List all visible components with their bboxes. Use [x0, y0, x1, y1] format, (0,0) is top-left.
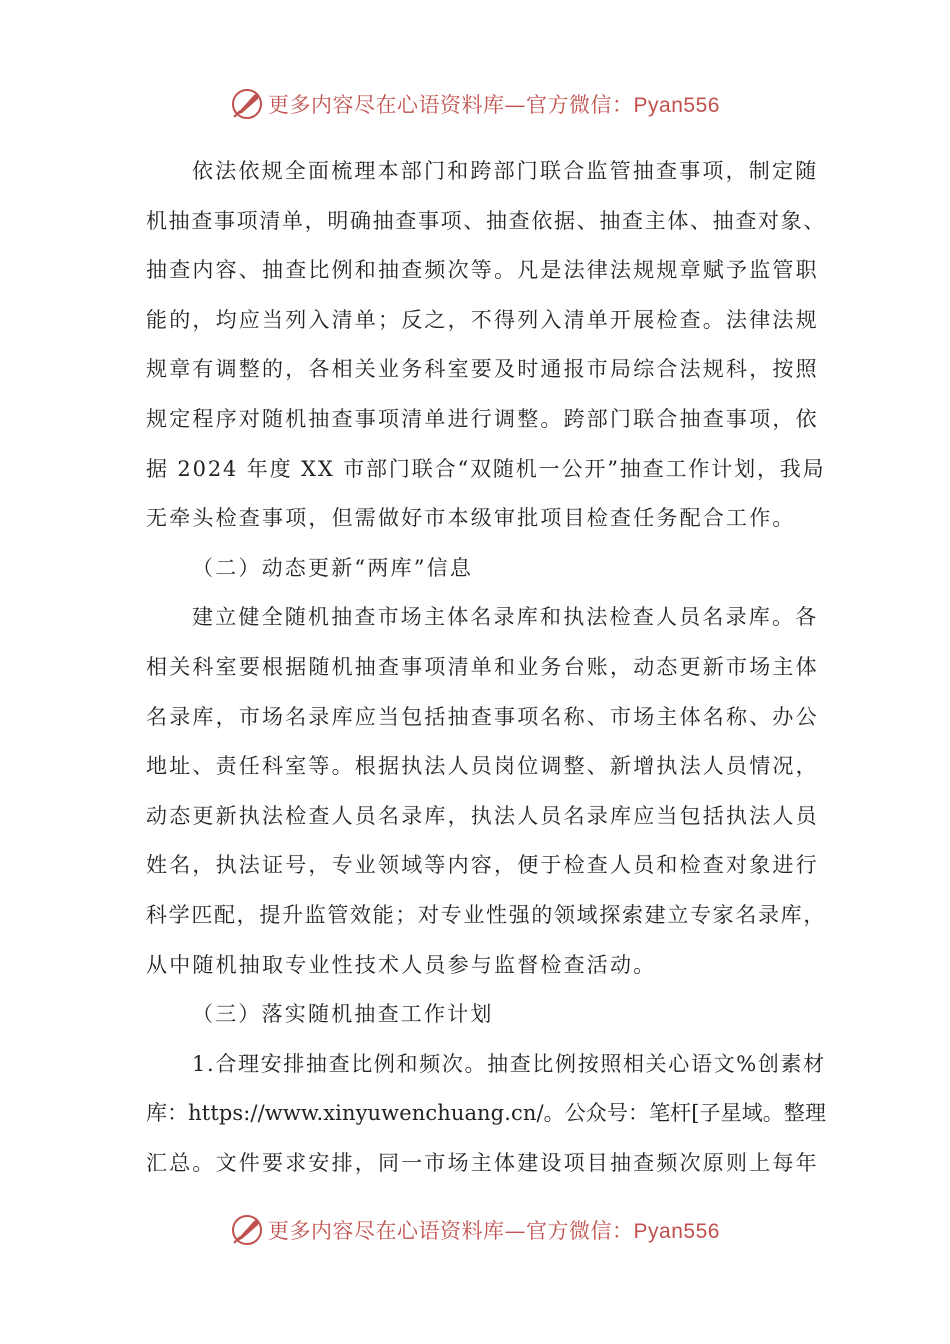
text-line: 规定程序对随机抽查事项清单进行调整。跨部门联合抽查事项，依 [146, 407, 819, 431]
text-line: 名录库，市场名录库应当包括抽查事项名称、市场主体名称、办公 [146, 704, 819, 729]
text-line: 科学匹配，提升监管效能；对专业性强的领域探索建立专家名录库， [146, 903, 826, 927]
text-line: 规章有调整的，各相关业务科室要及时通报市局综合法规科，按照 [146, 357, 819, 382]
text-line: 地址、责任科室等。根据执法人员岗位调整、新增执法人员情况， [146, 754, 819, 779]
header-banner-text: 更多内容尽在心语资料库—官方微信： [268, 93, 634, 117]
quill-logo-icon [230, 1213, 264, 1247]
footer-banner [0, 1210, 950, 1250]
text-line: （三）落实随机抽查工作计划 [192, 1002, 494, 1027]
text-line: 机抽查事项清单，明确抽查事项、抽查依据、抽查主体、抽查对象、 [146, 208, 826, 233]
text-line: 汇总。文件要求安排，同一市场主体建设项目抽查频次原则上每年 [146, 1151, 819, 1175]
footer-banner-handle: Pyan556 [633, 1220, 720, 1243]
text-line: 抽查内容、抽查比例和抽查频次等。凡是法律法规规章赋予监管职 [146, 258, 819, 283]
text-line: 无牵头检查事项，但需做好市本级审批项目检查任务配合工作。 [146, 506, 796, 531]
text-line: 能的，均应当列入清单；反之，不得列入清单开展检查。法律法规 [146, 307, 819, 332]
header-banner [0, 84, 950, 124]
text-line: 建立健全随机抽查市场主体名录库和执法检查人员名录库。各 [192, 605, 819, 630]
quill-logo-icon [230, 87, 264, 121]
text-line: 从中随机抽取专业性技术人员参与监督检查活动。 [146, 952, 657, 977]
text-line: 据 2024 年度 XX 市部门联合“双随机一公开”抽查工作计划，我局 [146, 456, 826, 481]
text-line: （二）动态更新“两库”信息 [192, 555, 474, 580]
text-line: 姓名，执法证号，专业领域等内容，便于检查人员和检查对象进行 [146, 853, 819, 878]
footer-banner-text: 更多内容尽在心语资料库—官方微信： [268, 1219, 634, 1243]
text-line: 库：https://www.xinyuwenchuang.cn/。公众号：笔杆[子星域。整理 [146, 1101, 827, 1126]
header-banner-handle: Pyan556 [633, 94, 720, 117]
text-line: 相关科室要根据随机抽查事项清单和业务台账，动态更新市场主体 [146, 655, 819, 679]
text-line: 1.合理安排抽查比例和频次。抽查比例按照相关心语文%创素材 [192, 1051, 826, 1076]
text-line: 动态更新执法检查人员名录库，执法人员名录库应当包括执法人员 [146, 803, 819, 828]
text-line: 依法依规全面梳理本部门和跨部门联合监管抽查事项，制定随 [192, 159, 819, 183]
